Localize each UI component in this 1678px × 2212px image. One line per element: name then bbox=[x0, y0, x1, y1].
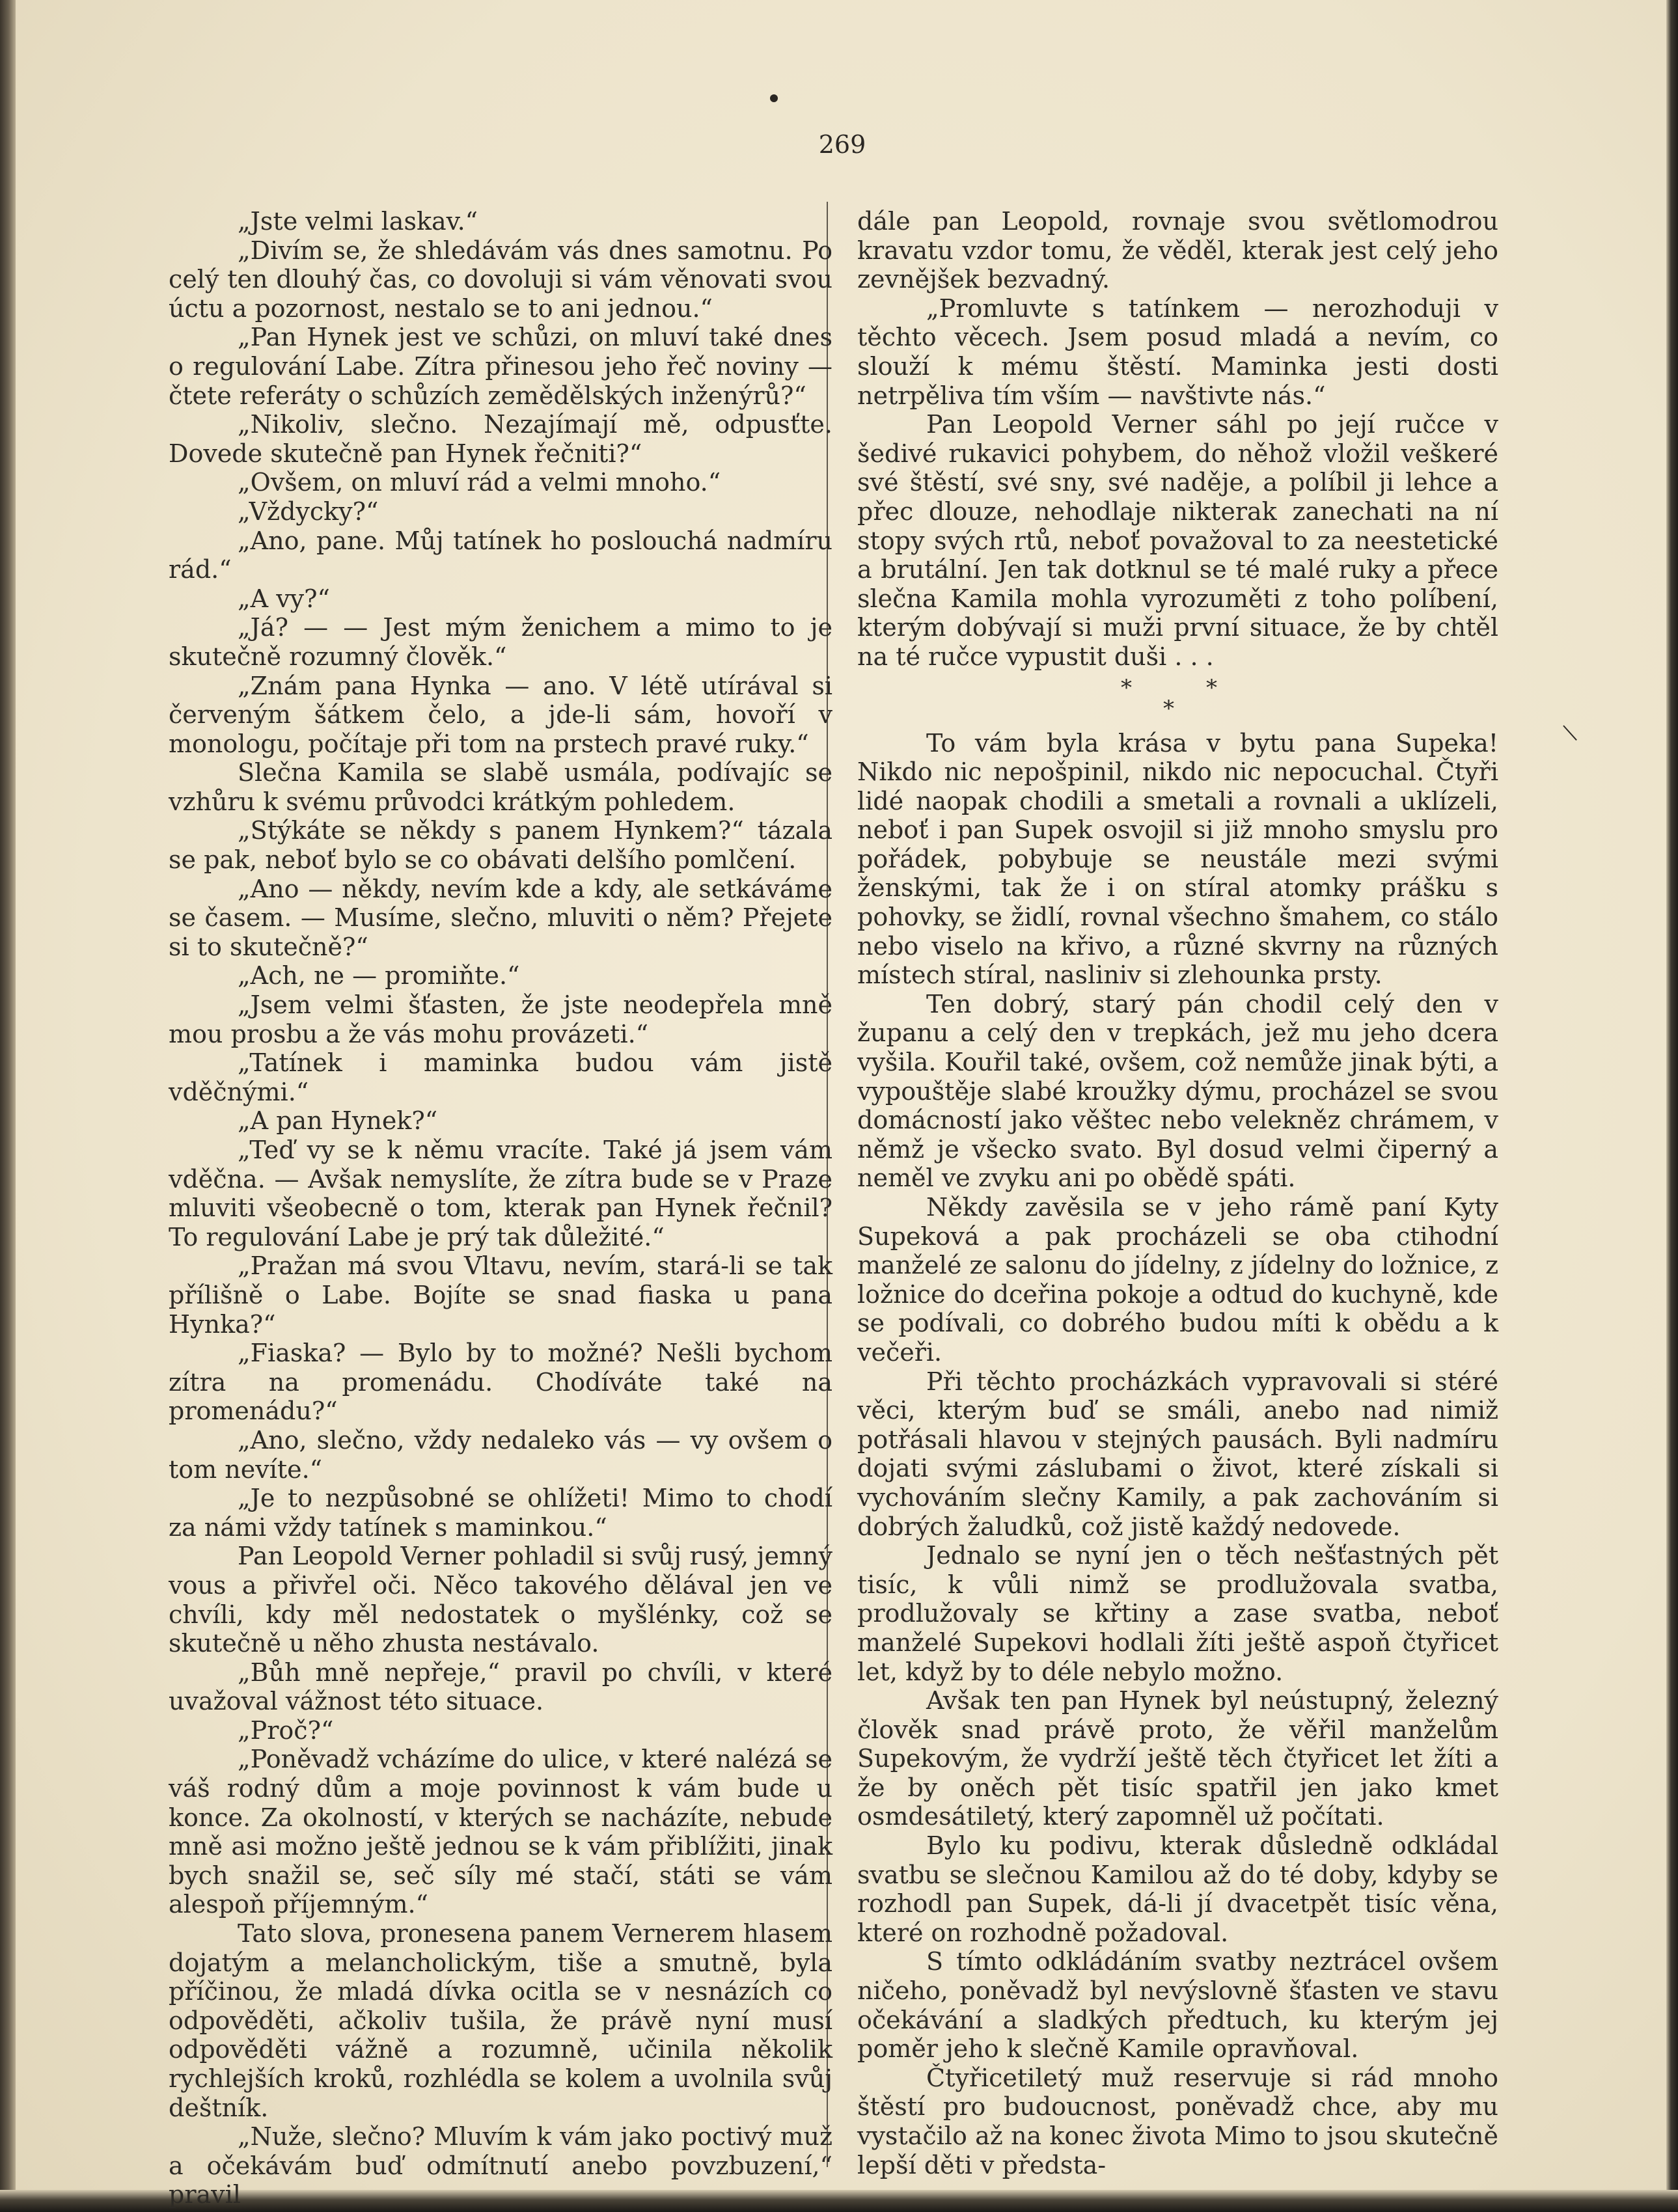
book-page bbox=[16, 0, 1666, 2209]
paragraph: „Ano, pane. Můj tatínek ho poslouchá nadmíru rád.“ bbox=[169, 526, 832, 584]
paragraph: „Stýkáte se někdy s panem Hynkem?“ tázala se pak, neboť bylo se co obávati delšího pomlčení. bbox=[169, 816, 832, 875]
book-binding-edge bbox=[0, 0, 16, 2212]
ink-dot bbox=[770, 94, 778, 102]
paragraph: „Poněvadž vcházíme do ulice, v které nalézá se váš rodný dům a moje povinnost k vám bude u konce. Za okolností, v kterých se nacházíte, nebude mně asi možno ještě jednou se k vám přiblížiti, jinak bych snažil se, seč síly mé stačí, státi se vám alespoň příjemným.“ bbox=[169, 1745, 832, 1919]
paragraph: „Pražan má svou Vltavu, nevím, stará-li se tak přílišně o Labe. Bojíte se snad fiaska u pana Hynka?“ bbox=[169, 1251, 832, 1339]
paragraph: Jednalo se nyní jen o těch nešťastných pět tisíc, k vůli nimž se prodlužovala svatba, prodlužovaly se křtiny a zase svatba, neboť manželé Supekovi hodlali žíti ještě aspoň čtyřicet let, když by to déle nebylo možno. bbox=[857, 1541, 1498, 1686]
section-break bbox=[857, 672, 1498, 729]
paragraph: „A pan Hynek?“ bbox=[238, 1106, 438, 1136]
paragraph: „Tatínek i maminka budou vám jistě vděčnými.“ bbox=[169, 1048, 832, 1106]
paragraph: „Já? — — Jest mým ženichem a mimo to je skutečně rozumný člověk.“ bbox=[169, 613, 832, 671]
paragraph: „Teď vy se k němu vracíte. Také já jsem vám vděčna. — Avšak nemyslíte, že zítra bude se v Praze mluviti všeobecně o tom, kterak pan Hynek řečnil? To regulování Labe je prý tak důležité.“ bbox=[169, 1136, 832, 1251]
paragraph: „Fiaska? — Bylo by to možné? Nešli bychom zítra na promenádu. Chodíváte také na promenádu?“ bbox=[169, 1339, 832, 1426]
paragraph: „Nikoliv, slečno. Nezajímají mě, odpusťte. Dovede skutečně pan Hynek řečniti?“ bbox=[169, 410, 832, 468]
paragraph: „Znám pana Hynka — ano. V létě utírával si červeným šátkem čelo, a jde-li sám, hovoří v monologu, počítaje při tom na prstech pravé ruky.“ bbox=[169, 671, 832, 758]
paragraph: „Vždycky?“ bbox=[238, 497, 379, 526]
paragraph: Pan Leopold Verner sáhl po její ručce v šedivé rukavici pohybem, do něhož vložil veškeré své štěstí, své sny, své naděje, a políbil ji lehce a přec dlouze, nehodlaje nikterak zanechati na ní stopy svých rtů, neboť považoval to za neestetické a brutální. Jen tak dotknul se té malé ruky a přece slečna Kamila mohla vyrozuměti z toho políbení, kterým dobývají si muži první situace, že by chtěl na té ručce vypustit duši . . . bbox=[857, 410, 1498, 671]
left-text-column bbox=[169, 207, 832, 2209]
paragraph: Tato slova, pronesena panem Vernerem hlasem dojatým a melancholickým, tiše a smutně, byla příčinou, že mladá dívka ocitla se v nesnázích co odpověděti, ačkoliv tušila, že právě nyní musí odpověděti vážně a rozumně, učinila několik rychlejších kroků, rozhlédla se kolem a uvolnila svůj deštník. bbox=[169, 1919, 832, 2122]
paragraph: Ten dobrý, starý pán chodil celý den v županu a celý den v trepkách, jež mu jeho dcera vyšila. Kouřil také, ovšem, což nemůže jinak býti, a vypouštěje slabé kroužky dýmu, procházel se svou domácností jako věštec nebo velekněz chrámem, v němž je všecko svato. Byl dosud velmi čiperný a neměl ve zvyku ani po obědě spáti. bbox=[857, 989, 1498, 1193]
paragraph: Avšak ten pan Hynek byl neústupný, železný člověk snad právě proto, že věřil manželům Supekovým, že vydrží ještě těch čtyřicet let žíti a že by oněch pět tisíc spatřil jen jako kmet osmdesátiletý, který zapomněl už počítati. bbox=[857, 1686, 1498, 1831]
paragraph: „Bůh mně nepřeje,“ pravil po chvíli, v které uvažoval vážnost této situace. bbox=[169, 1658, 832, 1716]
paragraph: Čtyřicetiletý muž reservuje si rád mnoho štěstí pro budoucnost, poněvadž chce, aby mu vystačilo až na konec života Mimo to jsou skutečně lepší děti v předsta- bbox=[857, 2063, 1498, 2179]
paragraph: S tímto odkládáním svatby neztrácel ovšem ničeho, poněvadž byl nevýslovně šťasten ve stavu očekávání a sladkých předtuch, ku kterým jej poměr jeho k slečně Kamile opravňoval. bbox=[857, 1947, 1498, 2064]
stray-pen-mark bbox=[1563, 725, 1577, 741]
paragraph: Slečna Kamila se slabě usmála, podívajíc se vzhůru k svému průvodci krátkým pohledem. bbox=[169, 758, 832, 816]
right-text-column bbox=[857, 207, 1498, 2179]
asterisk: * bbox=[1121, 674, 1132, 701]
paragraph: „Ach, ne — promiňte.“ bbox=[238, 961, 520, 990]
paragraph: „Je to nezpůsobné se ohlížeti! Mimo to chodí za námi vždy tatínek s maminkou.“ bbox=[169, 1484, 832, 1542]
paragraph: „Promluvte s tatínkem — nerozhoduji v těchto věcech. Jsem posud mladá a nevím, co slouží k mému štěstí. Maminka jesti dosti netrpěliva tím vším — navštivte nás.“ bbox=[857, 294, 1498, 410]
paragraph: „Ano, slečno, vždy nedaleko vás — vy ovšem o tom nevíte.“ bbox=[169, 1425, 832, 1484]
paragraph: „Pan Hynek jest ve schůzi, on mluví také dnes o regulování Labe. Zítra přinesou jeho řeč noviny — čtete referáty o schůzích zemědělských inženýrů?“ bbox=[169, 323, 832, 410]
paragraph: Pan Leopold Verner pohladil si svůj rusý, jemný vous a přivřel oči. Něco takového dělával jen ve chvíli, kdy měl nedostatek o myšlénky, což se skutečně u něho zhusta nestávalo. bbox=[169, 1542, 832, 1658]
paragraph: „A vy?“ bbox=[238, 584, 330, 613]
paragraph: „Divím se, že shledávám vás dnes samotnu. Po celý ten dlouhý čas, co dovoluji si vám věnovati svou úctu a pozornost, nestalo se to ani jednou.“ bbox=[169, 236, 832, 323]
paragraph: „Ano — někdy, nevím kde a kdy, ale setkáváme se časem. — Musíme, slečno, mluviti o něm? Přejete si to skutečně?“ bbox=[169, 874, 832, 961]
page-number: 269 bbox=[818, 130, 866, 159]
asterisk: * bbox=[1163, 695, 1174, 722]
paragraph: „Jsem velmi šťasten, že jste neodepřela mně mou prosbu a že vás mohu provázeti.“ bbox=[169, 990, 832, 1048]
paragraph: Bylo ku podivu, kterak důsledně odkládal svatbu se slečnou Kamilou až do té doby, kdyby se rozhodl pan Supek, dá-li jí dvacetpět tisíc věna, které on rozhodně požadoval. bbox=[857, 1831, 1498, 1947]
paragraph-continuation: dále pan Leopold, rovnaje svou světlomodrou kravatu vzdor tomu, že věděl, kterak jest celý jeho zevnějšek bezvadný. bbox=[857, 207, 1498, 294]
paragraph: „Proč?“ bbox=[238, 1715, 334, 1745]
page-right-edge bbox=[1666, 0, 1678, 2212]
paragraph: „Jste velmi laskav.“ bbox=[238, 207, 478, 236]
paragraph: Při těchto procházkách vypravovali si stéré věci, kterým buď se smáli, anebo nad nimiž potřásali hlavou v stejných pausách. Byli nadmíru dojati svými záslubami o život, které získali si vychováním slečny Kamily, a pak zachováním si dobrých žaludků, což jistě každý nedovede. bbox=[857, 1367, 1498, 1541]
paragraph: „Nuže, slečno? Mluvím k vám jako poctivý muž a očekávám buď odmítnutí anebo povzbuzení,“ pravil bbox=[169, 2122, 832, 2209]
asterisk: * bbox=[1206, 674, 1217, 701]
paragraph: „Ovšem, on mluví rád a velmi mnoho.“ bbox=[238, 468, 721, 497]
paragraph: Někdy zavěsila se v jeho rámě paní Kyty Supeková a pak procházeli se oba ctihodní manželé ze salonu do jídelny, z jídelny do ložnice, z ložnice do dceřina pokoje a odtud do kuchyně, kde se podívali, co dobrého budou míti k obědu a k večeři. bbox=[857, 1193, 1498, 1367]
paragraph: To vám byla krása v bytu pana Supeka! Nikdo nic nepošpinil, nikdo nic nepocuchal. Čtyři lidé naopak chodili a smetali a rovnali a uklízeli, neboť i pan Supek osvojil si již mnoho smyslu pro pořádek, pobybuje se neustále mezi svými ženskými, tak že i on stíral atomky prášku s pohovky, se židlí, rovnal všechno šmahem, co stálo nebo viselo na křivo, a různé skvrny na různých místech stíral, nasliniv si zlehounka prsty. bbox=[857, 728, 1498, 990]
